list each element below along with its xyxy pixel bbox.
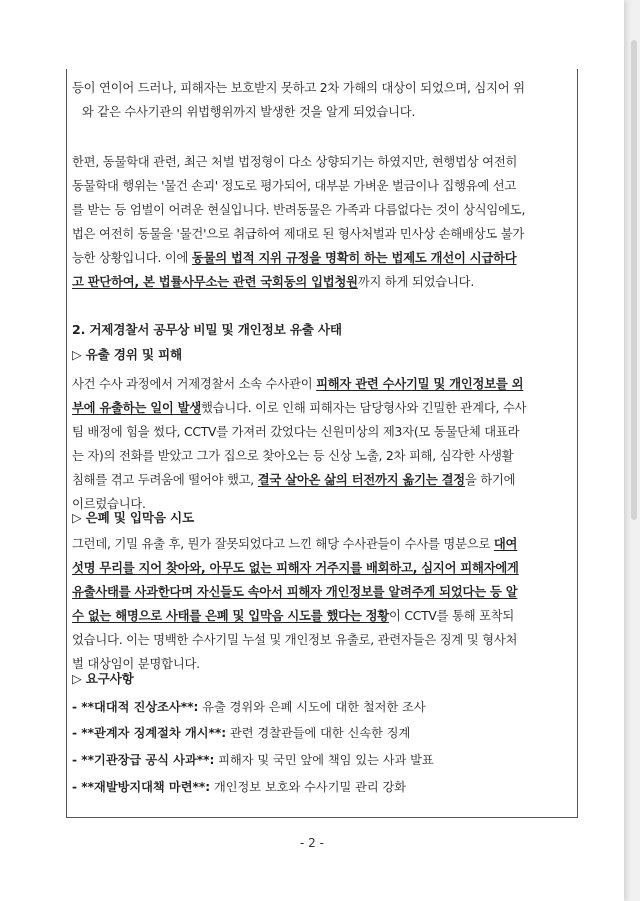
section-2-title: 2. 거제경찰서 공무상 비밀 및 개인정보 유출 사태 [72,322,342,337]
text-line [72,270,572,294]
subsection-coverup-title: ▷ 은폐 및 입막음 시도 [72,510,194,525]
coverup-paragraph [72,532,576,676]
text-line: 팀 배정에 힘을 썼다, CCTV를 가져러 갔었다는 신원미상의 제3자(모 동물단체 대표라 [72,424,520,439]
emphasis-text: 대여 [493,536,518,551]
page-number: - 2 - [300,836,324,850]
animal-law-paragraph [72,150,576,294]
text-span: 능한 상황입니다. 이에 [72,250,192,265]
emphasis-text: 결국 살아온 삶의 터전까지 옮기는 결정 [257,472,465,487]
emphasis-line: 유출사태를 사과한다며 자신들도 속아서 피해자 개인정보를 알려주게 되었다는 등 알 [72,584,518,599]
text-line: 이르렀습니다. [72,496,146,511]
demand-text: 유출 경위와 은폐 시도에 대한 철저한 조사 [198,700,426,714]
demand-text: 관련 경찰관들에 대한 신속한 징계 [226,726,411,740]
demands-title: ▷ 요구사항 [72,671,134,686]
text-span: 까지 하게 되었습니다. [357,274,475,289]
text-span: 사건 수사 과정에서 거제경찰서 소속 수사관이 [72,376,317,391]
text-line: 었습니다. 이는 명백한 수사기밀 누설 및 개인정보 유출로, 관련자들은 징계 및 형사처 [72,632,518,647]
text-span: 침해를 겪고 두려움에 떨어야 했고, [72,472,258,487]
text-line [72,532,572,556]
intro-paragraph [72,76,576,124]
text-line: 를 받는 등 엄벌이 어려운 현실입니다. 반려동물은 가족과 다름없다는 것이 상식임에도, [72,202,526,217]
text-line: 동물학대 행위는 '물건 손괴' 정도로 평가되어, 대부분 가벼운 벌금이나 집행유예 선고 [72,178,517,193]
demand-label: - **재발방지대책 마련**: [72,780,211,794]
emphasis-text: 부에 유출하는 일이 발생 [72,400,202,415]
text-span: 그런데, 기밀 유출 후, 뭔가 잘못되었다고 느낀 해당 수사관들이 수사를 명분으로 [72,536,494,551]
demand-item [72,724,410,741]
demand-text: 개인정보 보호와 수사기밀 관리 강화 [210,780,407,794]
text-line [72,396,572,420]
demand-label: - **관계자 징계절차 개시**: [72,726,227,740]
text-span: 을 하기에 [464,472,516,487]
emphasis-text: 피해자 관련 수사기밀 및 개인정보를 외 [316,376,524,391]
emphasis-line: 섯명 무리를 지어 찾아와, 아무도 없는 피해자 거주지를 배회하고, 심지어 피해자에게 [72,560,519,575]
emphasis-text: 동물의 법적 지위 규정을 명확히 하는 법제도 개선이 시급하다 [191,250,517,265]
text-line: 법은 여전히 동물을 '물건'으로 취급하여 제대로 된 형사처벌과 민사상 손해배상도 불가 [72,226,525,241]
subsection-leak-title: ▷ 유출 경위 및 피해 [72,347,182,362]
demand-item [72,698,426,715]
text-line: 한편, 동물학대 관련, 최근 처벌 법정형이 다소 상향되기는 하였지만, 현행법상 여전히 [72,154,518,169]
text-line: 벌 대상임이 분명합니다. [72,656,200,671]
text-span: 했습니다. 이로 인해 피해자는 담당형사와 긴밀한 관계다, 수사 [201,400,527,415]
text-span: 이 CCTV를 통해 포착되 [388,608,515,623]
intro-line-2: 와 같은 수사기관의 위법행위까지 발생한 것을 알게 되었습니다. [81,104,416,119]
intro-line-1: 등이 연이어 드러나, 피해자는 보호받지 못하고 2차 가해의 대상이 되었으며, 심지어 위 [72,80,525,95]
text-line [72,604,572,628]
text-line [72,468,572,492]
demand-label: - **기관장급 공식 사과**: [72,753,215,767]
scrollbar-thumb[interactable] [631,40,637,520]
leak-paragraph [72,372,576,516]
demand-text: 피해자 및 국민 앞에 책임 있는 사과 발표 [214,753,434,767]
emphasis-text: 고 판단하여, 본 법률사무소는 관련 국회동의 입법청원 [72,274,358,289]
demand-label: - **대대적 진상조사**: [72,700,199,714]
text-line [72,372,572,396]
text-line: 는 자)의 전화를 받았고 그가 집으로 찾아오는 등 신상 노출, 2차 피해, 심각한 사생활 [72,448,514,463]
emphasis-text: 수 없는 해명으로 사태를 은폐 및 입막음 시도를 했다는 정황 [72,608,389,623]
demand-item [72,751,434,768]
demand-item [72,778,406,795]
text-line [72,246,572,270]
